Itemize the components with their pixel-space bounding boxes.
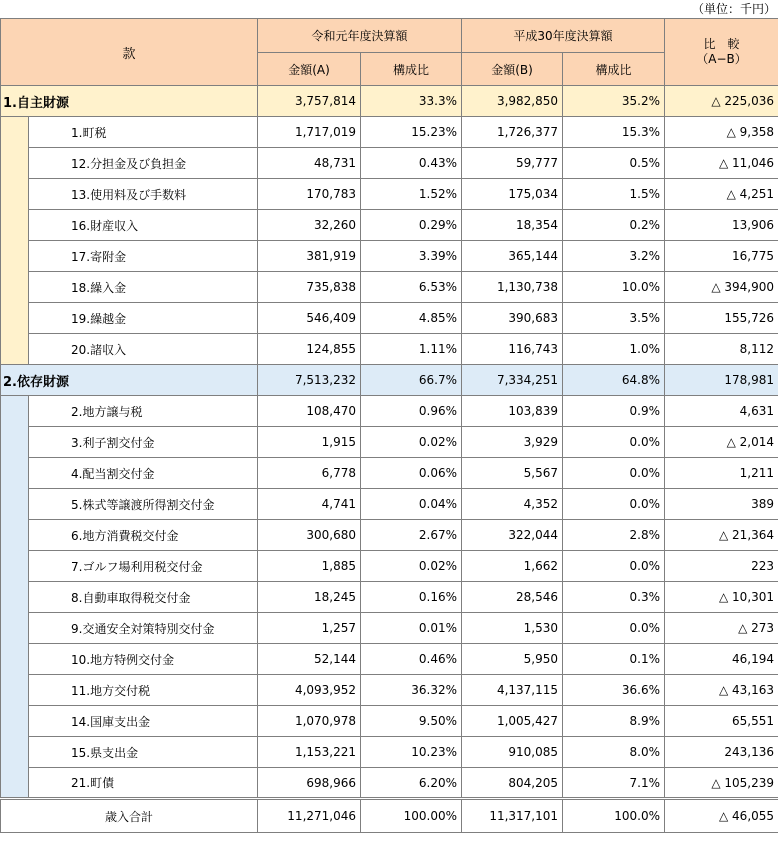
- item-ratio-b: 8.9%: [563, 706, 665, 737]
- item-ratio-b: 1.5%: [563, 179, 665, 210]
- table-row: [1, 427, 778, 458]
- item-amount-a: 170,783: [258, 179, 361, 210]
- item-amount-a: 52,144: [258, 644, 361, 675]
- group-ratio-b: 64.8%: [563, 365, 665, 396]
- item-amount-b: 18,354: [462, 210, 563, 241]
- item-ratio-a: 0.01%: [361, 613, 462, 644]
- item-amount-b: 4,352: [462, 489, 563, 520]
- group-diff: △ 225,036: [665, 86, 778, 117]
- total-row: [1, 799, 778, 833]
- item-diff: △ 9,358: [665, 117, 778, 148]
- item-ratio-a: 0.29%: [361, 210, 462, 241]
- item-amount-a: 1,915: [258, 427, 361, 458]
- item-amount-b: 28,546: [462, 582, 563, 613]
- item-amount-b: 910,085: [462, 737, 563, 768]
- item-ratio-a: 0.96%: [361, 396, 462, 427]
- table-row: [1, 489, 778, 520]
- item-ratio-b: 7.1%: [563, 768, 665, 799]
- item-label: 21.町債: [29, 768, 258, 799]
- item-label: 18.繰入金: [29, 272, 258, 303]
- item-ratio-b: 10.0%: [563, 272, 665, 303]
- header-amount-a: 金額(A): [258, 53, 361, 86]
- item-label: 7.ゴルフ場利用税交付金: [29, 551, 258, 582]
- group-row: [1, 86, 778, 117]
- header-ratio-b: 構成比: [563, 53, 665, 86]
- group-ratio-a: 66.7%: [361, 365, 462, 396]
- total-amount-b: 11,317,101: [462, 799, 563, 833]
- table-row: [1, 458, 778, 489]
- header-diff-label: 比 較: [703, 37, 740, 51]
- item-ratio-b: 3.5%: [563, 303, 665, 334]
- item-amount-a: 4,093,952: [258, 675, 361, 706]
- item-ratio-a: 0.04%: [361, 489, 462, 520]
- item-label: 5.株式等譲渡所得割交付金: [29, 489, 258, 520]
- item-ratio-b: 0.0%: [563, 458, 665, 489]
- table-row: [1, 613, 778, 644]
- group-ratio-b: 35.2%: [563, 86, 665, 117]
- item-amount-b: 1,130,738: [462, 272, 563, 303]
- group-amount-a: 7,513,232: [258, 365, 361, 396]
- item-amount-a: 1,885: [258, 551, 361, 582]
- table-row: [1, 551, 778, 582]
- table-row: [1, 241, 778, 272]
- item-amount-b: 322,044: [462, 520, 563, 551]
- revenue-table: [0, 18, 778, 833]
- item-ratio-a: 0.43%: [361, 148, 462, 179]
- item-diff: 8,112: [665, 334, 778, 365]
- item-amount-b: 5,950: [462, 644, 563, 675]
- item-diff: 155,726: [665, 303, 778, 334]
- item-amount-a: 735,838: [258, 272, 361, 303]
- total-label: 歳入合計: [1, 799, 258, 833]
- item-amount-b: 1,005,427: [462, 706, 563, 737]
- item-label: 14.国庫支出金: [29, 706, 258, 737]
- item-ratio-b: 1.0%: [563, 334, 665, 365]
- item-ratio-b: 0.0%: [563, 551, 665, 582]
- item-label: 13.使用料及び手数料: [29, 179, 258, 210]
- item-amount-a: 381,919: [258, 241, 361, 272]
- item-amount-a: 1,070,978: [258, 706, 361, 737]
- item-diff: △ 2,014: [665, 427, 778, 458]
- table-row: [1, 737, 778, 768]
- item-diff: △ 21,364: [665, 520, 778, 551]
- item-diff: 13,906: [665, 210, 778, 241]
- item-amount-b: 1,662: [462, 551, 563, 582]
- table-row: [1, 644, 778, 675]
- header-diff-sub: （A−B）: [696, 52, 747, 66]
- item-amount-b: 4,137,115: [462, 675, 563, 706]
- item-amount-a: 546,409: [258, 303, 361, 334]
- item-amount-a: 18,245: [258, 582, 361, 613]
- item-ratio-a: 1.11%: [361, 334, 462, 365]
- item-ratio-a: 36.32%: [361, 675, 462, 706]
- item-ratio-b: 15.3%: [563, 117, 665, 148]
- item-label: 9.交通安全対策特別交付金: [29, 613, 258, 644]
- item-label: 16.財産収入: [29, 210, 258, 241]
- item-amount-b: 5,567: [462, 458, 563, 489]
- group-amount-a: 3,757,814: [258, 86, 361, 117]
- item-diff: △ 273: [665, 613, 778, 644]
- table-row: [1, 210, 778, 241]
- item-amount-a: 6,778: [258, 458, 361, 489]
- item-label: 10.地方特例交付金: [29, 644, 258, 675]
- table-row: [1, 303, 778, 334]
- item-amount-b: 103,839: [462, 396, 563, 427]
- item-amount-b: 1,726,377: [462, 117, 563, 148]
- total-ratio-b: 100.0%: [563, 799, 665, 833]
- item-ratio-a: 10.23%: [361, 737, 462, 768]
- item-amount-b: 175,034: [462, 179, 563, 210]
- item-label: 17.寄附金: [29, 241, 258, 272]
- table-row: [1, 582, 778, 613]
- item-label: 4.配当割交付金: [29, 458, 258, 489]
- header-kan: 款: [1, 19, 258, 86]
- item-ratio-a: 0.46%: [361, 644, 462, 675]
- item-amount-b: 365,144: [462, 241, 563, 272]
- item-amount-a: 300,680: [258, 520, 361, 551]
- group-indent-bar: [1, 117, 29, 365]
- table-row: [1, 148, 778, 179]
- item-diff: 4,631: [665, 396, 778, 427]
- item-diff: 223: [665, 551, 778, 582]
- group-amount-b: 3,982,850: [462, 86, 563, 117]
- item-diff: △ 105,239: [665, 768, 778, 799]
- item-ratio-a: 1.52%: [361, 179, 462, 210]
- item-amount-b: 3,929: [462, 427, 563, 458]
- item-ratio-a: 3.39%: [361, 241, 462, 272]
- item-amount-b: 1,530: [462, 613, 563, 644]
- group-indent-bar: [1, 396, 29, 799]
- total-diff: △ 46,055: [665, 799, 778, 833]
- item-amount-a: 1,153,221: [258, 737, 361, 768]
- item-amount-b: 59,777: [462, 148, 563, 179]
- table-row: [1, 272, 778, 303]
- item-diff: 389: [665, 489, 778, 520]
- item-amount-a: 108,470: [258, 396, 361, 427]
- table-row: [1, 768, 778, 799]
- item-amount-a: 48,731: [258, 148, 361, 179]
- item-ratio-a: 0.02%: [361, 551, 462, 582]
- item-ratio-b: 0.5%: [563, 148, 665, 179]
- item-diff: 16,775: [665, 241, 778, 272]
- item-diff: 46,194: [665, 644, 778, 675]
- item-diff: 65,551: [665, 706, 778, 737]
- item-amount-a: 1,717,019: [258, 117, 361, 148]
- item-ratio-a: 0.16%: [361, 582, 462, 613]
- item-label: 2.地方譲与税: [29, 396, 258, 427]
- item-ratio-b: 0.0%: [563, 427, 665, 458]
- item-ratio-b: 0.3%: [563, 582, 665, 613]
- total-amount-a: 11,271,046: [258, 799, 361, 833]
- table-row: [1, 520, 778, 551]
- item-ratio-a: 0.06%: [361, 458, 462, 489]
- item-ratio-a: 2.67%: [361, 520, 462, 551]
- item-label: 20.諸収入: [29, 334, 258, 365]
- item-diff: △ 11,046: [665, 148, 778, 179]
- item-ratio-b: 0.0%: [563, 613, 665, 644]
- group-row: [1, 365, 778, 396]
- item-ratio-b: 0.0%: [563, 489, 665, 520]
- table-body: [1, 86, 778, 833]
- item-label: 1.町税: [29, 117, 258, 148]
- item-diff: △ 394,900: [665, 272, 778, 303]
- item-ratio-a: 6.53%: [361, 272, 462, 303]
- item-ratio-b: 0.2%: [563, 210, 665, 241]
- header-diff: [665, 19, 778, 86]
- item-diff: △ 43,163: [665, 675, 778, 706]
- table-row: [1, 334, 778, 365]
- item-diff: 243,136: [665, 737, 778, 768]
- total-ratio-a: 100.00%: [361, 799, 462, 833]
- item-ratio-b: 3.2%: [563, 241, 665, 272]
- item-amount-a: 698,966: [258, 768, 361, 799]
- group-ratio-a: 33.3%: [361, 86, 462, 117]
- item-amount-a: 32,260: [258, 210, 361, 241]
- group-amount-b: 7,334,251: [462, 365, 563, 396]
- item-label: 3.利子割交付金: [29, 427, 258, 458]
- table-row: [1, 675, 778, 706]
- item-label: 12.分担金及び負担金: [29, 148, 258, 179]
- item-amount-a: 124,855: [258, 334, 361, 365]
- item-ratio-b: 36.6%: [563, 675, 665, 706]
- item-amount-a: 4,741: [258, 489, 361, 520]
- item-ratio-b: 0.1%: [563, 644, 665, 675]
- item-ratio-a: 4.85%: [361, 303, 462, 334]
- item-ratio-a: 0.02%: [361, 427, 462, 458]
- item-ratio-b: 8.0%: [563, 737, 665, 768]
- group-label: 1.自主財源: [1, 86, 258, 117]
- item-label: 6.地方消費税交付金: [29, 520, 258, 551]
- table-row: [1, 396, 778, 427]
- group-label: 2.依存財源: [1, 365, 258, 396]
- item-label: 8.自動車取得税交付金: [29, 582, 258, 613]
- item-ratio-b: 2.8%: [563, 520, 665, 551]
- header-amount-b: 金額(B): [462, 53, 563, 86]
- table-row: [1, 179, 778, 210]
- item-amount-a: 1,257: [258, 613, 361, 644]
- item-amount-b: 390,683: [462, 303, 563, 334]
- item-label: 19.繰越金: [29, 303, 258, 334]
- item-diff: △ 4,251: [665, 179, 778, 210]
- table-row: [1, 706, 778, 737]
- item-diff: △ 10,301: [665, 582, 778, 613]
- group-diff: 178,981: [665, 365, 778, 396]
- header-prev-year: 平成30年度決算額: [462, 19, 665, 53]
- table-row: [1, 117, 778, 148]
- item-ratio-b: 0.9%: [563, 396, 665, 427]
- item-ratio-a: 6.20%: [361, 768, 462, 799]
- header-current-year: 令和元年度決算額: [258, 19, 462, 53]
- unit-label: （単位：千円）: [691, 2, 776, 16]
- item-label: 15.県支出金: [29, 737, 258, 768]
- item-ratio-a: 15.23%: [361, 117, 462, 148]
- item-label: 11.地方交付税: [29, 675, 258, 706]
- item-amount-b: 116,743: [462, 334, 563, 365]
- item-amount-b: 804,205: [462, 768, 563, 799]
- item-ratio-a: 9.50%: [361, 706, 462, 737]
- item-diff: 1,211: [665, 458, 778, 489]
- header-ratio-a: 構成比: [361, 53, 462, 86]
